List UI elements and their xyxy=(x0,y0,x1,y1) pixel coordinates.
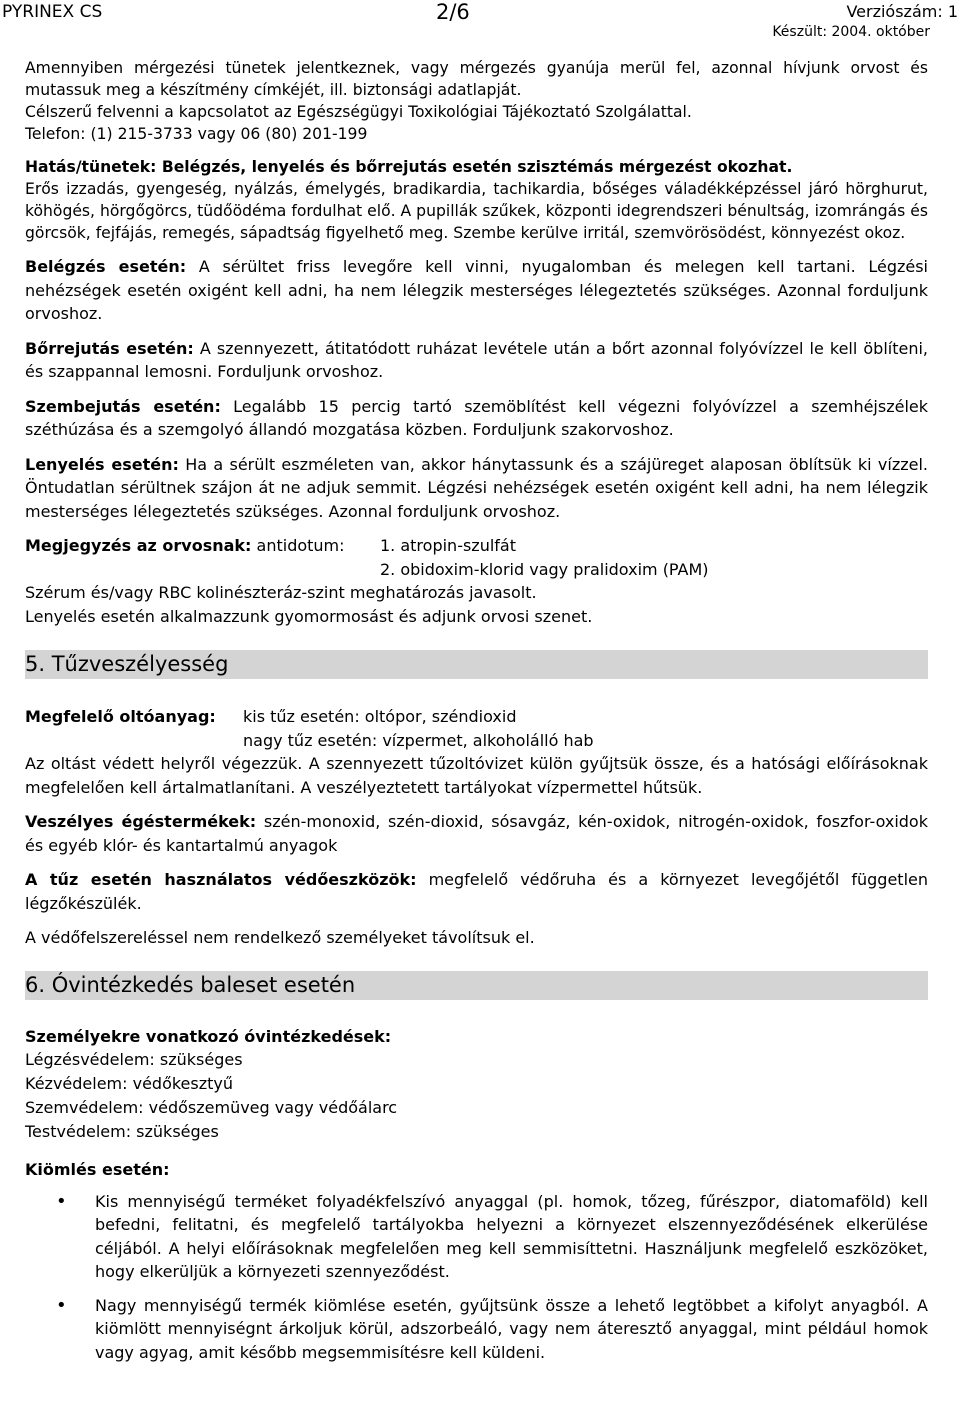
szemely-heading: Személyekre vonatkozó óvintézkedések: xyxy=(25,1026,392,1046)
made-date: Készült: 2004. október xyxy=(772,24,930,40)
vedo-label: A tűz esetén használatos védőeszközök: xyxy=(25,870,417,889)
szemely-item: Szemvédelem: védőszemüveg vagy védőálarc xyxy=(25,1098,398,1117)
version-label: Verziószám: 1 xyxy=(846,2,958,21)
oltoanyag-2: nagy tűz esetén: vízpermet, alkoholálló hab xyxy=(243,730,594,750)
lenyeles-paragraph: Lenyelés esetén: Ha a sérült eszméleten van, akkor hánytassunk és a szájüreget alaposan öblítsük ki vízzel. Öntudatlan sérültnek szájon át ne adjuk semmit. Légzési nehézségek esetén oxigént kell adni, ha nem lélegzik mesterséges lélegeztetés szükséges. Azonnal forduljunk orvoshoz. xyxy=(25,454,928,521)
lenyeles-label: Lenyelés esetén: xyxy=(25,454,179,474)
belegzes-paragraph: Belégzés esetén: A sérültet friss levegőre kell vinni, nyugalomban és melegen kell tartani. Légzési nehézségek esetén oxigént kell adni, ha nem lélegzik mesterséges lélegeztetés szükséges. Azonnal forduljunk orvoshoz. xyxy=(25,257,929,323)
veszelyes-paragraph: Veszélyes égéstermékek: szén-monoxid, szén-dioxid, sósavgáz, kén-oxidok, nitrogén-oxidok, foszfor-oxidok és egyéb klór- és kantartalmú anyagok xyxy=(25,812,928,855)
list-item: • Nagy mennyiségű termék kiömlése esetén, gyűjtsünk össze a lehető legtöbbet a kifolyt anyagból. A kiömlött mennyiségnt árkoljuk körül, adszorbeáló, vagy nem áteresztő anyaggal, mint például homok vagy agyag, amit később megsemmisítésre kell küldeni. xyxy=(25,1294,928,1365)
oltoanyag-row xyxy=(25,705,928,729)
antidot-item-2: 2. obidoxim-klorid vagy pralidoxim (PAM) xyxy=(380,559,709,579)
vedo-paragraph: A tűz esetén használatos védőeszközök: megfelelő védőruha és a környezet levegőjétől független légzőkészülék. xyxy=(25,870,928,913)
megjegyzes-row: Megjegyzés az orvosnak: antidotum: 1. atropin-szulfát xyxy=(25,534,928,558)
page-number: 2/6 xyxy=(436,0,470,24)
vedofelsz-paragraph: A védőfelszereléssel nem rendelkező személyeket távolítsuk el. xyxy=(25,928,535,947)
product-name: PYRINEX CS xyxy=(2,2,103,22)
oltoanyag-label: Megfelelő oltóanyag: xyxy=(25,707,216,726)
szembejutas-label: Szembejutás esetén: xyxy=(25,396,221,416)
intro-line-1: Amennyiben mérgezési tünetek jelentkeznek, vagy mérgezés gyanúja merül fel, azonnal hívjunk orvost és mutassuk meg a készítmény címkéjét, ill. biztonsági adatlapját. xyxy=(25,59,928,99)
szemely-item: Kézvédelem: védőkesztyű xyxy=(25,1074,234,1093)
oltoanyag-1: kis tűz esetén: oltópor, széndioxid xyxy=(243,707,517,726)
list-item: • Kis mennyiségű terméket folyadékfelszívó anyaggal (pl. homok, tőzeg, fűrészpor, diatomaföld) kell befedni, felitatni, és megfelelő tartályokba helyezni a környezet elszennyeződésének elkerülése céljából. A helyi előírásoknak megfelelően meg kell semmisíttetni. Használjunk megfelelő eszközöket, hogy elkerüljük a környezeti szennyeződést. xyxy=(25,1190,928,1284)
borrejutas-paragraph: Bőrrejutás esetén: A szennyezett, átitatódott ruházat levétele után a bőrt azonnal folyóvízzel le kell öblíteni, és szappannal lemosni. Forduljunk orvoshoz. xyxy=(25,338,929,381)
section-6-title: 6. Óvintézkedés baleset esetén xyxy=(25,971,928,1000)
page-header xyxy=(0,2,960,46)
megjegyzes-line-3: Lenyelés esetén alkalmazzunk gyomormosást és adjunk orvosi szenet. xyxy=(25,607,593,626)
kiomles-heading: Kiömlés esetén: xyxy=(25,1160,170,1179)
borrejutas-label: Bőrrejutás esetén: xyxy=(25,338,194,358)
kiomles-list xyxy=(25,1190,928,1365)
szembejutas-paragraph: Szembejutás esetén: Legalább 15 percig tartó szemöblítést kell végezni folyóvízzel a szemhéjszélek széthúzása és a szemgolyó állandó mozgatása közben. Forduljunk szakorvoshoz. xyxy=(25,396,929,439)
hatas-text: Erős izzadás, gyengeség, nyálzás, émelygés, bradikardia, tachikardia, bőséges váladékképzéssel járó hörghurut, köhögés, hörgőgörcs, tüdőödéma fordulhat elő. A pupillák szűkek, központi idegrendszeri bénultság, izomrángás és görcsök, fejfájás, remegés, sápadtság figyelhető meg. Szembe kerülve irritál, szemvörösödést, könnyezést okoz. xyxy=(25,180,928,242)
megjegyzes-label: Megjegyzés az orvosnak: xyxy=(25,536,252,555)
szemely-item: Testvédelem: szükséges xyxy=(25,1122,219,1141)
intro-line-3: Telefon: (1) 215-3733 vagy 06 (80) 201-199 xyxy=(25,125,368,143)
hatas-heading: Hatás/tünetek: Belégzés, lenyelés és bőrrejutás esetén szisztémás mérgezést okozhat. xyxy=(25,158,793,176)
document-body xyxy=(25,57,928,1364)
szemely-item: Légzésvédelem: szükséges xyxy=(25,1050,243,1069)
intro-line-2: Célszerű felvenni a kapcsolatot az Egészségügyi Toxikológiai Tájékoztató Szolgálattal. xyxy=(25,103,692,121)
oltas-paragraph: Az oltást védett helyről végezzük. A szennyezett tűzoltóvizet külön gyűjtsük össze, és a hatósági előírásoknak megfelelően kell ártalmatlanítani. A veszélyeztetett tartályokat vízpermettel hűtsük. xyxy=(25,754,928,797)
veszelyes-label: Veszélyes égéstermékek: xyxy=(25,812,257,831)
belegzes-label: Belégzés esetén: xyxy=(25,257,187,276)
antidot-item-1: 1. atropin-szulfát xyxy=(380,536,516,555)
section-5-title: 5. Tűzveszélyesség xyxy=(25,650,928,679)
megjegyzes-line-2: Szérum és/vagy RBC kolinészteráz-szint meghatározás javasolt. xyxy=(25,583,537,602)
